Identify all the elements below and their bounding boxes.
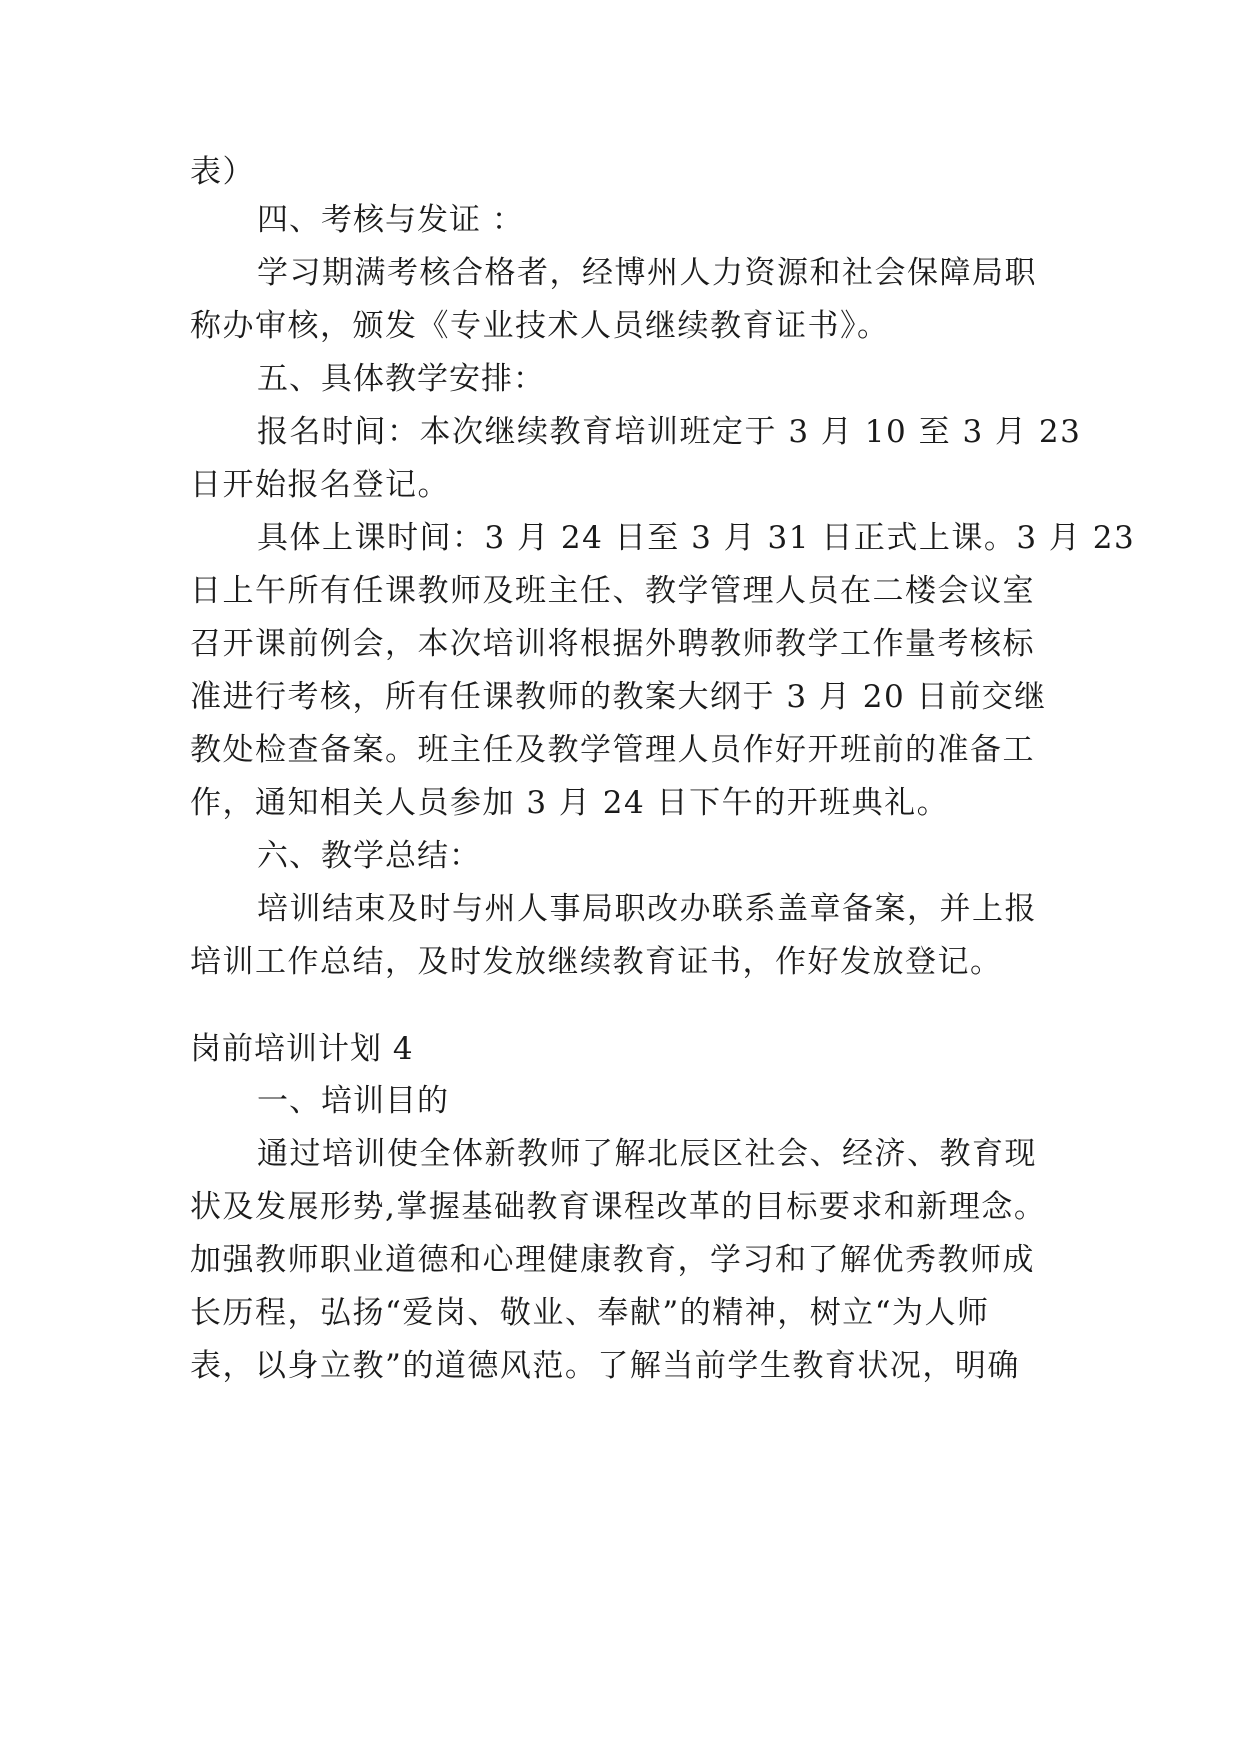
section-heading: 四、考核与发证 ： [257,202,524,238]
text-line: 状及发展形势,掌握基础教育课程改革的目标要求和新理念。 [190,1189,1047,1225]
section-heading: 一、培训目的 [257,1083,449,1119]
text-line: 教处检查备案。班主任及教学管理人员作好开班前的准备工 [190,732,1035,768]
text-line: 学习期满考核合格者，经博州人力资源和社会保障局职 [257,255,1037,291]
text-line: 作，通知相关人员参加 3 月 24 日下午的开班典礼。 [190,785,950,821]
text-line: 表） [190,154,255,190]
text-line: 培训结束及时与州人事局职改办联系盖章备案，并上报 [257,891,1037,927]
text-line: 具体上课时间：3 月 24 日至 3 月 31 日正式上课。3 月 23 [257,520,1136,556]
document-title: 岗前培训计划 4 [190,1031,414,1067]
text-line: 日上午所有任课教师及班主任、教学管理人员在二楼会议室 [190,573,1035,609]
section-heading: 六、教学总结： [257,838,481,874]
text-line: 加强教师职业道德和心理健康教育，学习和了解优秀教师成 [190,1242,1035,1278]
text-line: 召开课前例会，本次培训将根据外聘教师教学工作量考核标 [190,626,1035,662]
text-line: 通过培训使全体新教师了解北辰区社会、经济、教育现 [257,1136,1037,1172]
section-heading: 五、具体教学安排： [257,361,545,397]
text-line: 表，以身立教”的道德风范。了解当前学生教育状况，明确 [190,1348,1020,1384]
text-line: 长历程，弘扬“爱岗、敬业、奉献”的精神，树立“为人师 [190,1295,990,1331]
text-line: 日开始报名登记。 [190,467,450,503]
text-line: 报名时间：本次继续教育培训班定于 3 月 10 至 3 月 23 [257,414,1082,450]
text-line: 称办审核，颁发《专业技术人员继续教育证书》。 [190,308,890,344]
text-line: 培训工作总结，及时发放继续教育证书，作好发放登记。 [190,944,1003,980]
text-line: 准进行考核，所有任课教师的教案大纲于 3 月 20 日前交继 [190,679,1047,715]
